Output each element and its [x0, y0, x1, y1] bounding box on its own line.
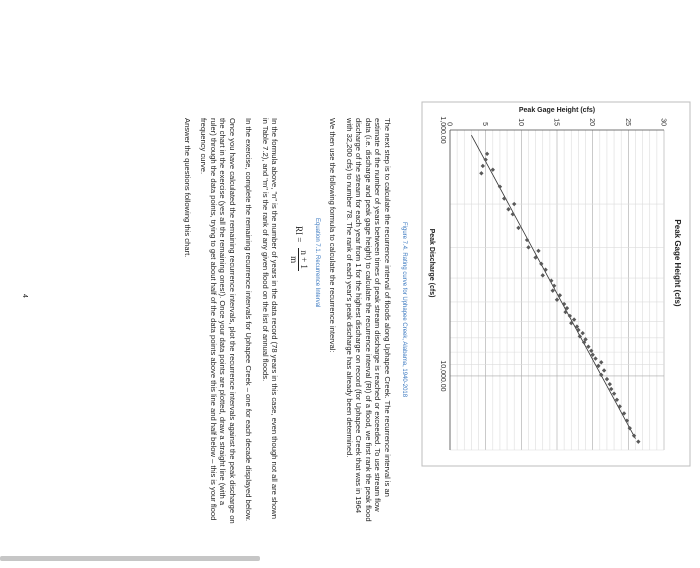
figure-block	[390, 0, 700, 568]
paragraph-exercise: In the exercise, complete the remaining recurrence intervals for Uphapee Creek – one for each decade displayed below.	[244, 118, 254, 522]
x-tick-label: 10,000.00	[439, 360, 446, 392]
body-text	[176, 118, 393, 524]
paragraph-formula-explanation: In the formula above, "n" is the number of years in the data record (78 years in this case, even though not all are shown in Table 7.2), and "m" is the rank of any given flood on the list of annual floods.	[261, 118, 280, 519]
y-tick-label: 10	[516, 118, 524, 126]
formula-fraction	[289, 248, 309, 271]
horizontal-scrollbar[interactable]	[0, 556, 260, 561]
chart-title: Peak Gage Height (cfs)	[673, 219, 682, 307]
paragraph-recurrence-intro: The next step is to calculate the recurrence interval of floods along Uphapee Creek. The recurrence interval is an estimate of the number of years between times of peak stream discharge is reached or exceeded. To use stream flow data (i.e. discharge and peak gage height) to calculate the recurrence interval (RI) of a flood, we first rank the peak flood discharge of the stream for each year from 1 for the highest discharge on record (for Uphapee Creek that was in 1964 with 32,200 cfs) to number 78. The rank of each year's peak discharge has already been determined.	[345, 118, 392, 522]
paragraph-answer-questions: Answer the questions following this chart.	[183, 118, 192, 258]
figure-caption: Figure 7.4. Rating curve for Uphapee Creek, Alabama, 1940-2018	[401, 222, 407, 398]
y-tick-label: 5	[481, 122, 489, 126]
y-tick-label: 0	[445, 122, 453, 126]
y-tick-label: 15	[552, 118, 560, 126]
rating-curve-chart	[390, 0, 700, 568]
paragraph-formula-intro: We then use the following formula to calculate the recurrence interval:	[328, 118, 338, 353]
formula-denominator: m	[289, 256, 299, 264]
x-tick-label: 1,000.00	[439, 116, 446, 144]
y-tick-label: 30	[659, 118, 667, 126]
recurrence-formula	[289, 226, 309, 524]
y-tick-label: 25	[623, 118, 631, 126]
page-number: 4	[21, 294, 28, 298]
formula-numerator: n + 1	[299, 250, 310, 269]
equation-caption: Equation 7.1. Recurrence Interval	[314, 218, 320, 308]
formula-lhs: RI =	[294, 226, 305, 243]
paragraph-plot-instructions: Once you have calculated the remaining recurrence intervals, plot the recurrence intervals against the peak discharge on the chart in the exercise (yes all the remaining ones!). Once your data points are plotted, draw a straight line (with a ruler) through the data points, trying to get about half of the data points above this line and half below – this is your flood frequency curve.	[199, 118, 237, 524]
x-axis-title: Peak Discharge (cfs)	[428, 228, 435, 298]
y-tick-label: 20	[588, 118, 596, 126]
y-axis-title: Peak Gage Height (cfs)	[518, 107, 596, 114]
